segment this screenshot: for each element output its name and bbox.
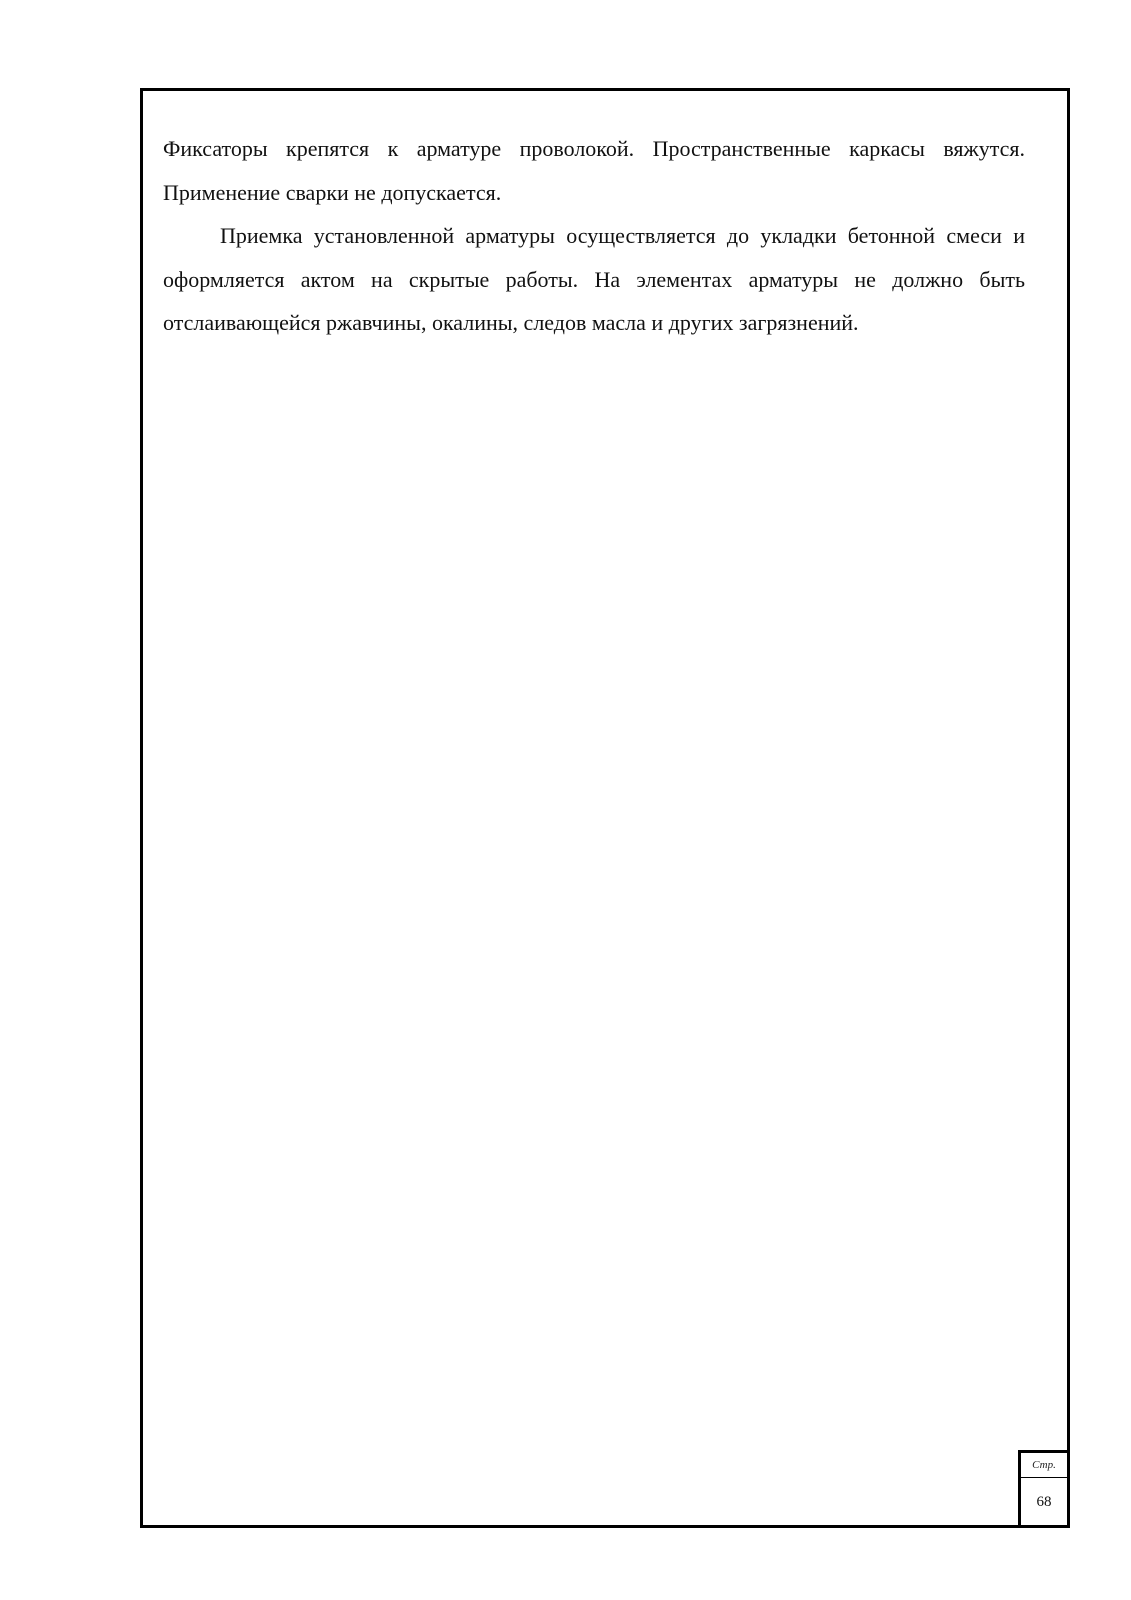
page-label: Стр. [1021, 1453, 1067, 1478]
page-number-stamp [1018, 1450, 1070, 1528]
page-frame [140, 88, 1070, 1528]
paragraph-fixators: Фиксаторы крепятся к арматуре проволокой. Пространственные каркасы вяжутся. Применение сварки не допускается. [163, 136, 1025, 205]
page-number: 68 [1036, 1494, 1052, 1510]
paragraph-acceptance: Приемка установленной арматуры осуществляется до укладки бетонной смеси и оформляется актом на скрытые работы. На элементах арматуры не должно быть отслаивающейся ржавчины, окалины, следов масла и других загрязнений. [163, 223, 1025, 335]
document-body [163, 127, 1025, 345]
